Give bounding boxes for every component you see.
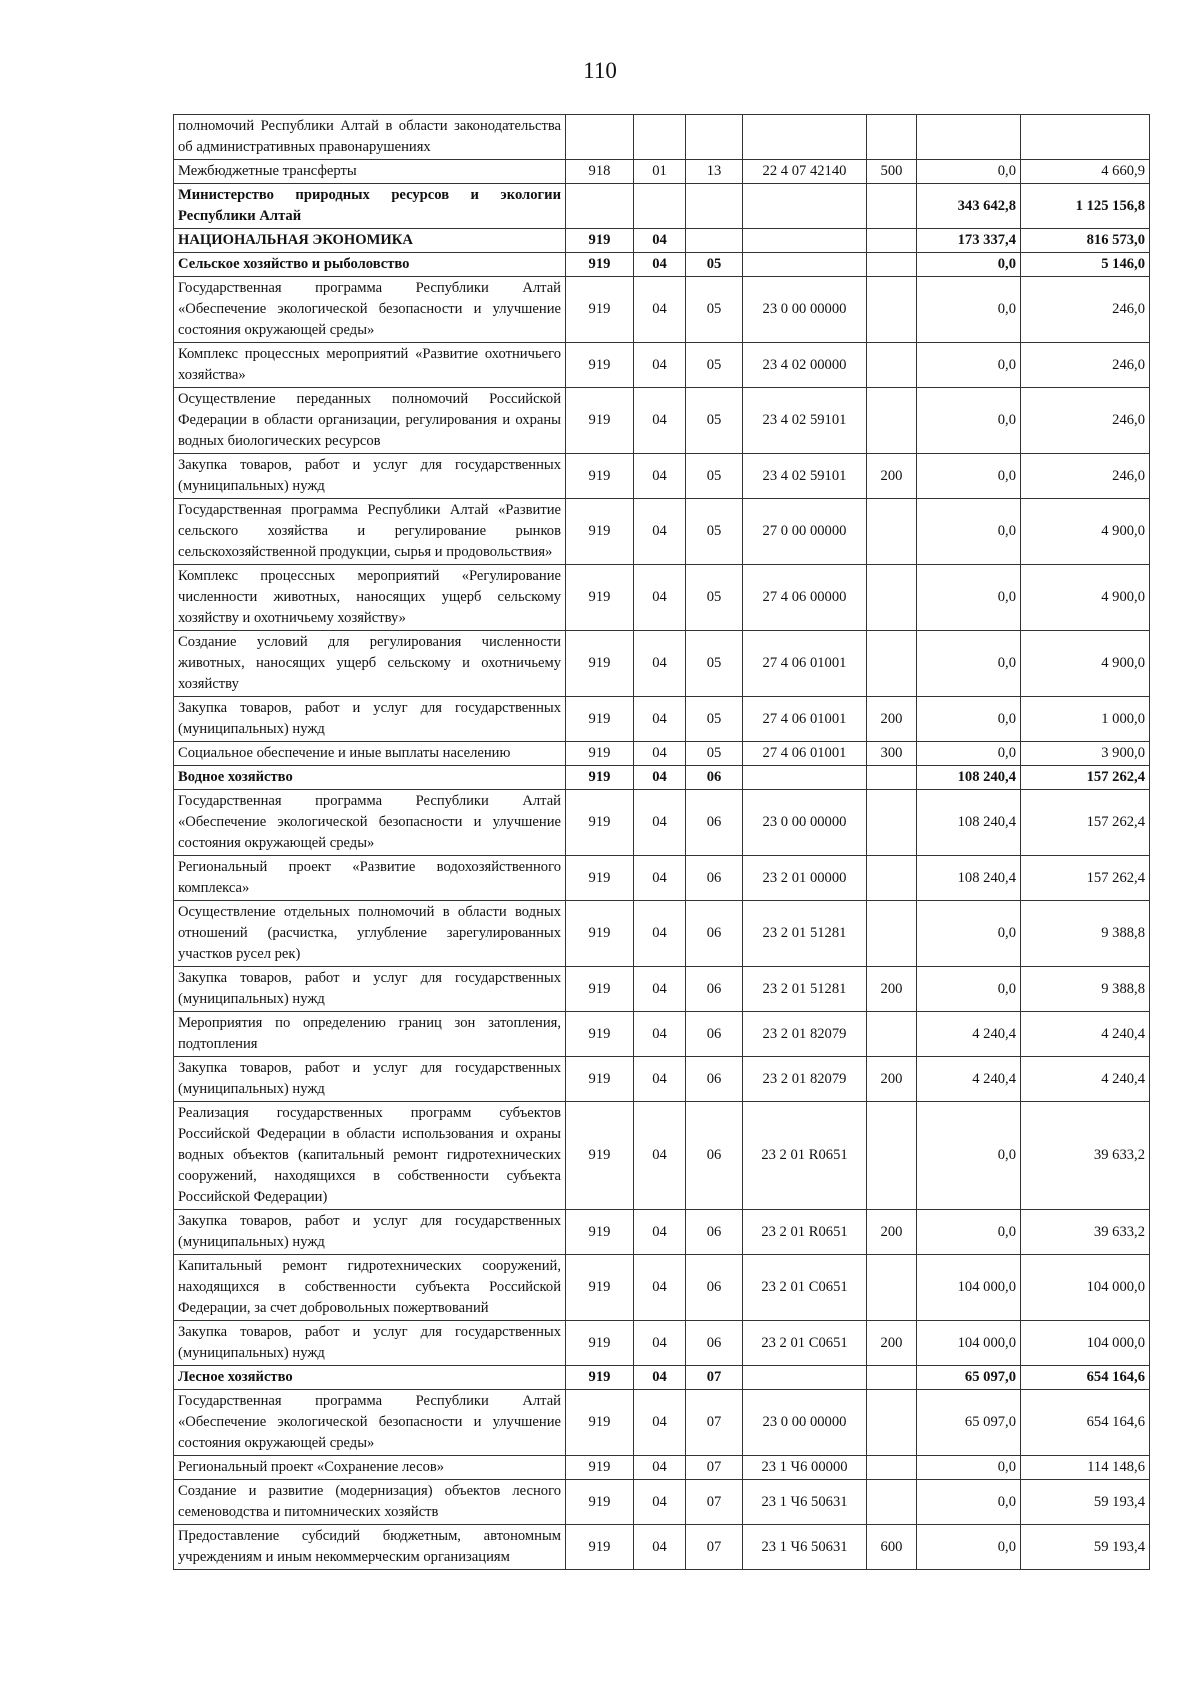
table-row [174,184,1150,229]
cell-expense-type: 200 [867,1321,917,1366]
cell-expense-type: 300 [867,742,917,766]
cell-expense-type [867,277,917,343]
cell-name: Государственная программа Республики Алтай «Обеспечение экологической безопасности и улучшение состояния окружающей среды» [174,277,566,343]
cell-amount-2: 246,0 [1021,277,1150,343]
cell-target-article [743,115,867,160]
cell-subsection-code: 05 [686,277,743,343]
cell-amount-1: 173 337,4 [917,229,1021,253]
cell-amount-2: 39 633,2 [1021,1102,1150,1210]
cell-subsection-code: 06 [686,1321,743,1366]
table-row [174,1102,1150,1210]
table-row [174,1210,1150,1255]
cell-target-article: 23 2 01 51281 [743,967,867,1012]
table-row [174,742,1150,766]
cell-amount-2: 1 125 156,8 [1021,184,1150,229]
cell-name: Осуществление отдельных полномочий в области водных отношений (расчистка, углубление зарегулированных участков русел рек) [174,901,566,967]
cell-amount-2: 157 262,4 [1021,856,1150,901]
cell-subsection-code: 07 [686,1390,743,1456]
cell-name: Предоставление субсидий бюджетным, автономным учреждениям и иным некоммерческим организациям [174,1525,566,1570]
table-row [174,901,1150,967]
cell-expense-type: 200 [867,967,917,1012]
cell-subsection-code: 05 [686,343,743,388]
cell-subsection-code: 05 [686,388,743,454]
cell-subsection-code: 06 [686,856,743,901]
cell-expense-type [867,1255,917,1321]
cell-name: Мероприятия по определению границ зон затопления, подтопления [174,1012,566,1057]
cell-ministry-code: 919 [566,697,634,742]
cell-ministry-code: 919 [566,229,634,253]
cell-expense-type [867,1012,917,1057]
cell-target-article: 23 2 01 R0651 [743,1210,867,1255]
cell-expense-type [867,901,917,967]
cell-target-article: 27 0 00 00000 [743,499,867,565]
cell-amount-2: 9 388,8 [1021,901,1150,967]
cell-amount-2: 5 146,0 [1021,253,1150,277]
cell-section-code: 04 [634,1321,686,1366]
cell-subsection-code: 13 [686,160,743,184]
table-row [174,1525,1150,1570]
cell-amount-1: 4 240,4 [917,1057,1021,1102]
cell-section-code: 04 [634,1456,686,1480]
cell-name: НАЦИОНАЛЬНАЯ ЭКОНОМИКА [174,229,566,253]
cell-amount-2: 816 573,0 [1021,229,1150,253]
cell-section-code: 04 [634,856,686,901]
cell-expense-type [867,1366,917,1390]
cell-amount-1 [917,115,1021,160]
table-row [174,277,1150,343]
cell-name: Водное хозяйство [174,766,566,790]
cell-amount-1: 0,0 [917,742,1021,766]
cell-ministry-code: 919 [566,1321,634,1366]
cell-ministry-code: 919 [566,967,634,1012]
cell-name: Закупка товаров, работ и услуг для государственных (муниципальных) нужд [174,1210,566,1255]
cell-subsection-code: 07 [686,1456,743,1480]
table-row [174,253,1150,277]
cell-target-article: 23 2 01 82079 [743,1012,867,1057]
cell-target-article [743,766,867,790]
cell-amount-1: 65 097,0 [917,1390,1021,1456]
cell-amount-2: 104 000,0 [1021,1255,1150,1321]
cell-target-article: 23 1 Ч6 00000 [743,1456,867,1480]
cell-target-article: 23 2 01 51281 [743,901,867,967]
cell-name: Комплекс процессных мероприятий «Развитие охотничьего хозяйства» [174,343,566,388]
table-row [174,343,1150,388]
cell-expense-type [867,1480,917,1525]
cell-target-article [743,229,867,253]
cell-subsection-code: 05 [686,631,743,697]
table-row [174,631,1150,697]
cell-section-code: 01 [634,160,686,184]
cell-amount-2: 4 900,0 [1021,631,1150,697]
cell-section-code: 04 [634,1210,686,1255]
cell-subsection-code: 06 [686,967,743,1012]
cell-amount-1: 0,0 [917,631,1021,697]
cell-ministry-code: 919 [566,790,634,856]
table-row [174,1255,1150,1321]
cell-amount-1: 108 240,4 [917,790,1021,856]
cell-amount-2: 246,0 [1021,388,1150,454]
cell-expense-type [867,790,917,856]
cell-subsection-code: 06 [686,1057,743,1102]
table-row [174,790,1150,856]
cell-section-code: 04 [634,229,686,253]
cell-expense-type [867,184,917,229]
cell-amount-1: 108 240,4 [917,766,1021,790]
cell-amount-2: 4 900,0 [1021,499,1150,565]
table-row [174,1012,1150,1057]
cell-ministry-code: 919 [566,253,634,277]
cell-amount-1: 0,0 [917,1525,1021,1570]
cell-ministry-code: 919 [566,901,634,967]
cell-ministry-code [566,115,634,160]
cell-name: Региональный проект «Развитие водохозяйственного комплекса» [174,856,566,901]
cell-section-code [634,115,686,160]
cell-target-article: 27 4 06 00000 [743,565,867,631]
cell-name: Комплекс процессных мероприятий «Регулирование численности животных, наносящих ущерб сельскому хозяйству и охотничьему хозяйству» [174,565,566,631]
cell-amount-2: 4 660,9 [1021,160,1150,184]
cell-ministry-code: 919 [566,1012,634,1057]
cell-ministry-code: 919 [566,631,634,697]
cell-ministry-code: 919 [566,277,634,343]
cell-amount-1: 0,0 [917,1102,1021,1210]
cell-amount-1: 0,0 [917,253,1021,277]
cell-subsection-code: 06 [686,1210,743,1255]
cell-section-code: 04 [634,1366,686,1390]
cell-ministry-code: 919 [566,1390,634,1456]
cell-subsection-code: 07 [686,1525,743,1570]
cell-amount-2: 654 164,6 [1021,1390,1150,1456]
cell-amount-1: 0,0 [917,277,1021,343]
cell-amount-1: 0,0 [917,967,1021,1012]
cell-name: Министерство природных ресурсов и экологии Республики Алтай [174,184,566,229]
table-row [174,856,1150,901]
table-row [174,1321,1150,1366]
cell-ministry-code: 919 [566,1210,634,1255]
cell-expense-type: 200 [867,454,917,499]
cell-expense-type: 500 [867,160,917,184]
cell-subsection-code: 05 [686,697,743,742]
cell-target-article: 23 4 02 59101 [743,388,867,454]
cell-name: Государственная программа Республики Алтай «Развитие сельского хозяйства и регулирование рынков сельскохозяйственной продукции, сырья и продовольствия» [174,499,566,565]
cell-amount-2: 59 193,4 [1021,1525,1150,1570]
cell-amount-2: 114 148,6 [1021,1456,1150,1480]
cell-target-article: 23 2 01 00000 [743,856,867,901]
cell-amount-1: 0,0 [917,697,1021,742]
table-row [174,1390,1150,1456]
cell-expense-type [867,388,917,454]
table-row [174,229,1150,253]
cell-target-article [743,184,867,229]
cell-expense-type [867,1390,917,1456]
cell-name: Закупка товаров, работ и услуг для государственных (муниципальных) нужд [174,967,566,1012]
cell-amount-1: 0,0 [917,499,1021,565]
cell-amount-1: 4 240,4 [917,1012,1021,1057]
cell-section-code: 04 [634,388,686,454]
cell-target-article: 22 4 07 42140 [743,160,867,184]
cell-amount-2: 157 262,4 [1021,790,1150,856]
cell-section-code: 04 [634,1012,686,1057]
cell-name: Государственная программа Республики Алтай «Обеспечение экологической безопасности и улучшение состояния окружающей среды» [174,790,566,856]
cell-amount-2: 3 900,0 [1021,742,1150,766]
cell-name: Капитальный ремонт гидротехнических сооружений, находящихся в собственности субъекта Российской Федерации, за счет добровольных пожертвований [174,1255,566,1321]
cell-name: Социальное обеспечение и иные выплаты населению [174,742,566,766]
cell-name: Закупка товаров, работ и услуг для государственных (муниципальных) нужд [174,454,566,499]
budget-table [173,114,1150,1570]
cell-name: Государственная программа Республики Алтай «Обеспечение экологической безопасности и улучшение состояния окружающей среды» [174,1390,566,1456]
cell-ministry-code: 919 [566,856,634,901]
cell-amount-2: 157 262,4 [1021,766,1150,790]
cell-target-article [743,1366,867,1390]
cell-section-code: 04 [634,565,686,631]
cell-amount-2: 59 193,4 [1021,1480,1150,1525]
page-number: 110 [583,58,617,83]
cell-ministry-code: 919 [566,1255,634,1321]
cell-expense-type: 600 [867,1525,917,1570]
cell-ministry-code: 919 [566,742,634,766]
cell-amount-2 [1021,115,1150,160]
cell-amount-1: 0,0 [917,901,1021,967]
cell-expense-type [867,631,917,697]
cell-subsection-code: 05 [686,454,743,499]
cell-subsection-code: 07 [686,1480,743,1525]
cell-amount-1: 104 000,0 [917,1255,1021,1321]
cell-target-article: 23 2 01 C0651 [743,1255,867,1321]
cell-amount-2: 4 240,4 [1021,1012,1150,1057]
cell-amount-2: 39 633,2 [1021,1210,1150,1255]
cell-ministry-code: 919 [566,1057,634,1102]
cell-amount-1: 0,0 [917,1456,1021,1480]
cell-ministry-code: 919 [566,1456,634,1480]
cell-name: Создание условий для регулирования численности животных, наносящих ущерб сельскому и охотничьему хозяйству [174,631,566,697]
cell-name: Закупка товаров, работ и услуг для государственных (муниципальных) нужд [174,1321,566,1366]
cell-expense-type [867,343,917,388]
table-row [174,766,1150,790]
cell-ministry-code: 919 [566,766,634,790]
cell-section-code: 04 [634,1057,686,1102]
cell-amount-1: 108 240,4 [917,856,1021,901]
cell-amount-2: 104 000,0 [1021,1321,1150,1366]
cell-expense-type: 200 [867,1057,917,1102]
cell-section-code [634,184,686,229]
table-row [174,1456,1150,1480]
cell-section-code: 04 [634,1525,686,1570]
cell-subsection-code: 05 [686,742,743,766]
cell-target-article: 23 4 02 59101 [743,454,867,499]
cell-section-code: 04 [634,454,686,499]
cell-amount-1: 0,0 [917,1480,1021,1525]
cell-amount-1: 0,0 [917,454,1021,499]
cell-subsection-code: 06 [686,766,743,790]
cell-expense-type [867,1102,917,1210]
cell-subsection-code: 05 [686,499,743,565]
table-row [174,565,1150,631]
cell-subsection-code: 06 [686,1255,743,1321]
cell-expense-type [867,253,917,277]
cell-section-code: 04 [634,499,686,565]
cell-section-code: 04 [634,967,686,1012]
cell-ministry-code: 919 [566,1480,634,1525]
cell-ministry-code: 919 [566,565,634,631]
table-row [174,1366,1150,1390]
cell-section-code: 04 [634,697,686,742]
cell-expense-type [867,499,917,565]
cell-target-article: 23 2 01 82079 [743,1057,867,1102]
cell-amount-1: 0,0 [917,343,1021,388]
cell-target-article: 23 0 00 00000 [743,790,867,856]
cell-section-code: 04 [634,1390,686,1456]
table-row [174,1480,1150,1525]
cell-ministry-code: 918 [566,160,634,184]
cell-section-code: 04 [634,277,686,343]
cell-section-code: 04 [634,253,686,277]
cell-target-article: 23 2 01 C0651 [743,1321,867,1366]
cell-name: Осуществление переданных полномочий Российской Федерации в области организации, регулирования и охраны водных биологических ресурсов [174,388,566,454]
cell-subsection-code: 06 [686,901,743,967]
cell-subsection-code [686,115,743,160]
cell-subsection-code: 06 [686,1102,743,1210]
cell-section-code: 04 [634,766,686,790]
cell-expense-type [867,766,917,790]
cell-amount-2: 4 240,4 [1021,1057,1150,1102]
cell-amount-1: 104 000,0 [917,1321,1021,1366]
cell-expense-type [867,115,917,160]
cell-section-code: 04 [634,790,686,856]
cell-section-code: 04 [634,1255,686,1321]
table-row [174,967,1150,1012]
cell-name: Создание и развитие (модернизация) объектов лесного семеноводства и питомнических хозяйств [174,1480,566,1525]
cell-section-code: 04 [634,631,686,697]
cell-subsection-code [686,184,743,229]
cell-ministry-code [566,184,634,229]
cell-amount-1: 343 642,8 [917,184,1021,229]
cell-ministry-code: 919 [566,499,634,565]
cell-subsection-code: 07 [686,1366,743,1390]
cell-name: Закупка товаров, работ и услуг для государственных (муниципальных) нужд [174,1057,566,1102]
cell-section-code: 04 [634,901,686,967]
cell-amount-2: 654 164,6 [1021,1366,1150,1390]
cell-expense-type: 200 [867,697,917,742]
table-row [174,115,1150,160]
cell-name: Закупка товаров, работ и услуг для государственных (муниципальных) нужд [174,697,566,742]
cell-expense-type [867,565,917,631]
table-row [174,1057,1150,1102]
cell-section-code: 04 [634,742,686,766]
cell-target-article: 23 1 Ч6 50631 [743,1480,867,1525]
cell-amount-2: 1 000,0 [1021,697,1150,742]
cell-ministry-code: 919 [566,454,634,499]
cell-section-code: 04 [634,1480,686,1525]
cell-target-article: 23 4 02 00000 [743,343,867,388]
cell-target-article: 23 1 Ч6 50631 [743,1525,867,1570]
cell-target-article: 27 4 06 01001 [743,631,867,697]
cell-expense-type [867,1456,917,1480]
cell-amount-1: 0,0 [917,565,1021,631]
cell-subsection-code: 05 [686,565,743,631]
cell-ministry-code: 919 [566,1102,634,1210]
table-row [174,160,1150,184]
cell-subsection-code: 06 [686,790,743,856]
table-row [174,454,1150,499]
cell-ministry-code: 919 [566,1525,634,1570]
cell-target-article: 27 4 06 01001 [743,697,867,742]
cell-amount-2: 9 388,8 [1021,967,1150,1012]
table-row [174,697,1150,742]
table-row [174,499,1150,565]
cell-amount-1: 0,0 [917,160,1021,184]
cell-name: полномочий Республики Алтай в области законодательства об административных правонарушениях [174,115,566,160]
cell-expense-type [867,229,917,253]
table-body [174,115,1150,1570]
cell-target-article: 23 0 00 00000 [743,277,867,343]
cell-name: Лесное хозяйство [174,1366,566,1390]
cell-subsection-code: 06 [686,1012,743,1057]
cell-ministry-code: 919 [566,343,634,388]
cell-amount-1: 0,0 [917,1210,1021,1255]
cell-expense-type: 200 [867,1210,917,1255]
cell-expense-type [867,856,917,901]
table-row [174,388,1150,454]
cell-name: Реализация государственных программ субъектов Российской Федерации в области использования и охраны водных объектов (капитальный ремонт гидротехнических сооружений, находящихся в собственности субъекта Российской Федерации) [174,1102,566,1210]
cell-section-code: 04 [634,1102,686,1210]
cell-name: Региональный проект «Сохранение лесов» [174,1456,566,1480]
cell-target-article [743,253,867,277]
cell-section-code: 04 [634,343,686,388]
cell-target-article: 23 0 00 00000 [743,1390,867,1456]
cell-ministry-code: 919 [566,1366,634,1390]
cell-ministry-code: 919 [566,388,634,454]
cell-amount-1: 0,0 [917,388,1021,454]
cell-target-article: 27 4 06 01001 [743,742,867,766]
cell-subsection-code: 05 [686,253,743,277]
cell-amount-2: 246,0 [1021,454,1150,499]
cell-target-article: 23 2 01 R0651 [743,1102,867,1210]
cell-subsection-code [686,229,743,253]
cell-amount-2: 4 900,0 [1021,565,1150,631]
cell-amount-2: 246,0 [1021,343,1150,388]
cell-name: Межбюджетные трансферты [174,160,566,184]
cell-name: Сельское хозяйство и рыболовство [174,253,566,277]
cell-amount-1: 65 097,0 [917,1366,1021,1390]
